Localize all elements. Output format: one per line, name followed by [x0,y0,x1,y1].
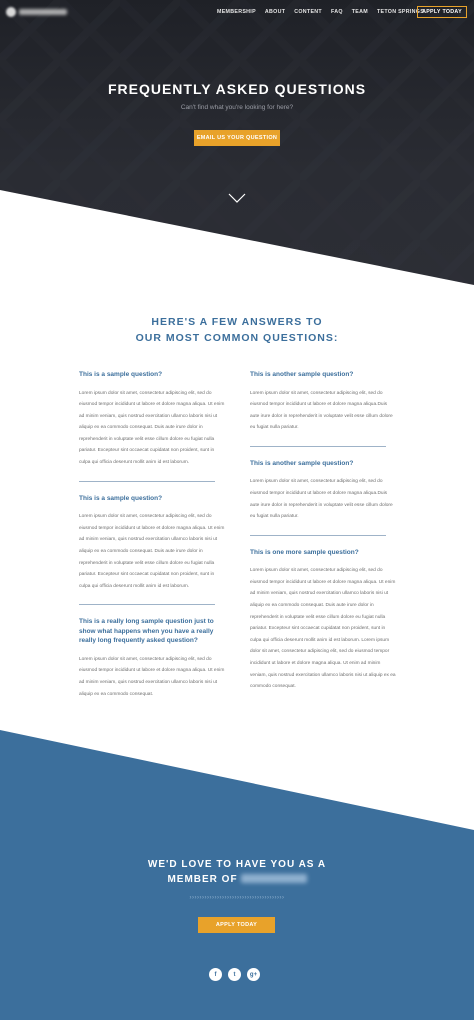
faq-item [250,459,396,523]
blurred-brand-name [241,874,307,883]
nav-link-team[interactable]: TEAM [351,9,368,15]
nav-link-teton-springs[interactable]: TETON SPRINGS [376,9,425,15]
faq-column-left [79,370,225,700]
faq-item [79,494,225,593]
cta-heading-line1: WE'D LOVE TO HAVE YOU AS A [147,859,327,870]
nav-link-content[interactable]: CONTENT [294,9,322,15]
faq-item [250,370,396,434]
page-title: FREQUENTLY ASKED QUESTIONS [107,81,367,97]
faq-answer: Lorem ipsum dolor sit amet, consectetur adipiscing elit, sed do eiusmod tempor incididunt ut labore et dolore magna aliqua.Duis aute irure dolor in reprehenderit in voluptate velit esse cillum dolore eu fugiat nulla pariatur. [250,390,393,431]
chevron-down-icon[interactable] [228,192,246,204]
facebook-icon[interactable]: f [209,968,222,981]
answers-heading-line2: OUR MOST COMMON QUESTIONS: [135,332,339,344]
answers-heading-line1: HERE'S A FEW ANSWERS TO [151,316,323,328]
hero-subtitle: Can't find what you're looking for here? [180,104,294,111]
faq-item [79,370,225,469]
faq-answer: Lorem ipsum dolor sit amet, consectetur adipiscing elit, sed do eiusmod tempor incididunt ut labore et dolore magna aliqua. Ut enim ad minim veniam, quis nostrud exercitation ullamco laboris nisi ut aliquip ex ea commodo consequat. Duis aute irure dolor in reprehenderit in voluptate velit esse cillum dolore eu fugiat nulla pariatur. Excepteur sint occaecat cupidatat non proident, sunt in culpa qui officia deserunt mollit anim id est laborum. [79,514,225,589]
cta-heading [0,857,474,887]
divider [250,446,386,447]
divider [79,481,215,482]
email-question-button[interactable]: EMAIL US YOUR QUESTION [194,130,280,146]
twitter-icon[interactable]: t [228,968,241,981]
top-nav [0,0,474,26]
cta-heading-line2 [0,872,474,887]
faq-question: This is a sample question? [79,371,163,378]
divider [250,535,386,536]
nav-link-about[interactable]: ABOUT [264,9,286,15]
faq-answer: Lorem ipsum dolor sit amet, consectetur adipiscing elit, sed do eiusmod tempor incididunt ut labore et dolore magna aliqua. Ut enim ad minim veniam, quis nostrud exercitation ullamco laboris nisi ut aliquip ex ea commodo consequat. Duis aute irure dolor in reprehenderit in voluptate velit esse cillum dolore eu fugiat nulla pariatur. Excepteur sint occaecat cupidatat non proident, sunt in culpa qui officia deserunt mollit anim id est laborum. [79,390,225,466]
answers-heading [0,314,474,346]
divider [79,604,215,605]
faq-answer: Lorem ipsum dolor sit amet, consectetur adipiscing elit, sed do eiusmod tempor incididunt ut labore et dolore magna aliqua. Ut enim ad minim veniam, quis nostrud exercitation ullamco laboris nisi ut aliquip ex ea commodo consequat. [79,656,225,697]
faq-question: This is another sample question? [250,459,354,467]
nav-links [217,9,433,15]
faq-item [79,617,225,700]
arrow-decoration: ›››››››››››››››››››››››››››››››››››››› [189,895,285,901]
faq-question: This is one more sample question? [250,548,359,556]
nav-link-membership[interactable]: MEMBERSHIP [217,9,256,15]
faq-answer: Lorem ipsum dolor sit amet, consectetur adipiscing elit, sed do eiusmod tempor incididunt ut labore et dolore magna aliqua. Ut enim ad minim veniam, quis nostrud exercitation ullamco laboris nisi ut aliquip ex ea commodo consequat. Duis aute irure dolor in reprehenderit in voluptate velit esse cillum dolore eu fugiat nulla pariatur. Excepteur sint occaecat cupidatat non proident, sunt in culpa qui officia deserunt mollit anim id est laborum. Lorem ipsum dolor sit amet, consectetur adipiscing elit, sed do eiusmod tempor incididunt ut labore et dolore magna aliqua. Ut enim ad minim veniam, quis nostrud exercitation ullamco laboris nisi ut aliquip ex ea commodo consequat. [250,568,396,690]
faq-question: This is a sample question? [79,494,163,502]
logo-wordmark [19,9,67,15]
faq-item [250,548,396,693]
cta-heading-member: MEMBER OF [167,874,238,885]
apply-today-button[interactable]: APPLY TODAY [198,917,275,933]
google-plus-icon[interactable]: g+ [247,968,260,981]
apply-today-nav-button[interactable]: APPLY TODAY [417,6,467,18]
faq-question: This is a really long sample question just to show what happens when you have a really really long frequently asked question? [79,618,214,645]
faq-answer: Lorem ipsum dolor sit amet, consectetur adipiscing elit, sed do eiusmod tempor incididunt ut labore et dolore magna aliqua.Duis aute irure dolor in reprehenderit in voluptate velit esse cillum dolore eu fugiat nulla pariatur. [250,479,393,520]
logo-mark-icon [6,7,16,17]
social-links [209,968,260,981]
site-logo[interactable] [6,7,70,17]
nav-link-faq[interactable]: FAQ [330,9,343,15]
faq-question: This is another sample question? [250,371,354,378]
faq-column-right [250,370,396,693]
